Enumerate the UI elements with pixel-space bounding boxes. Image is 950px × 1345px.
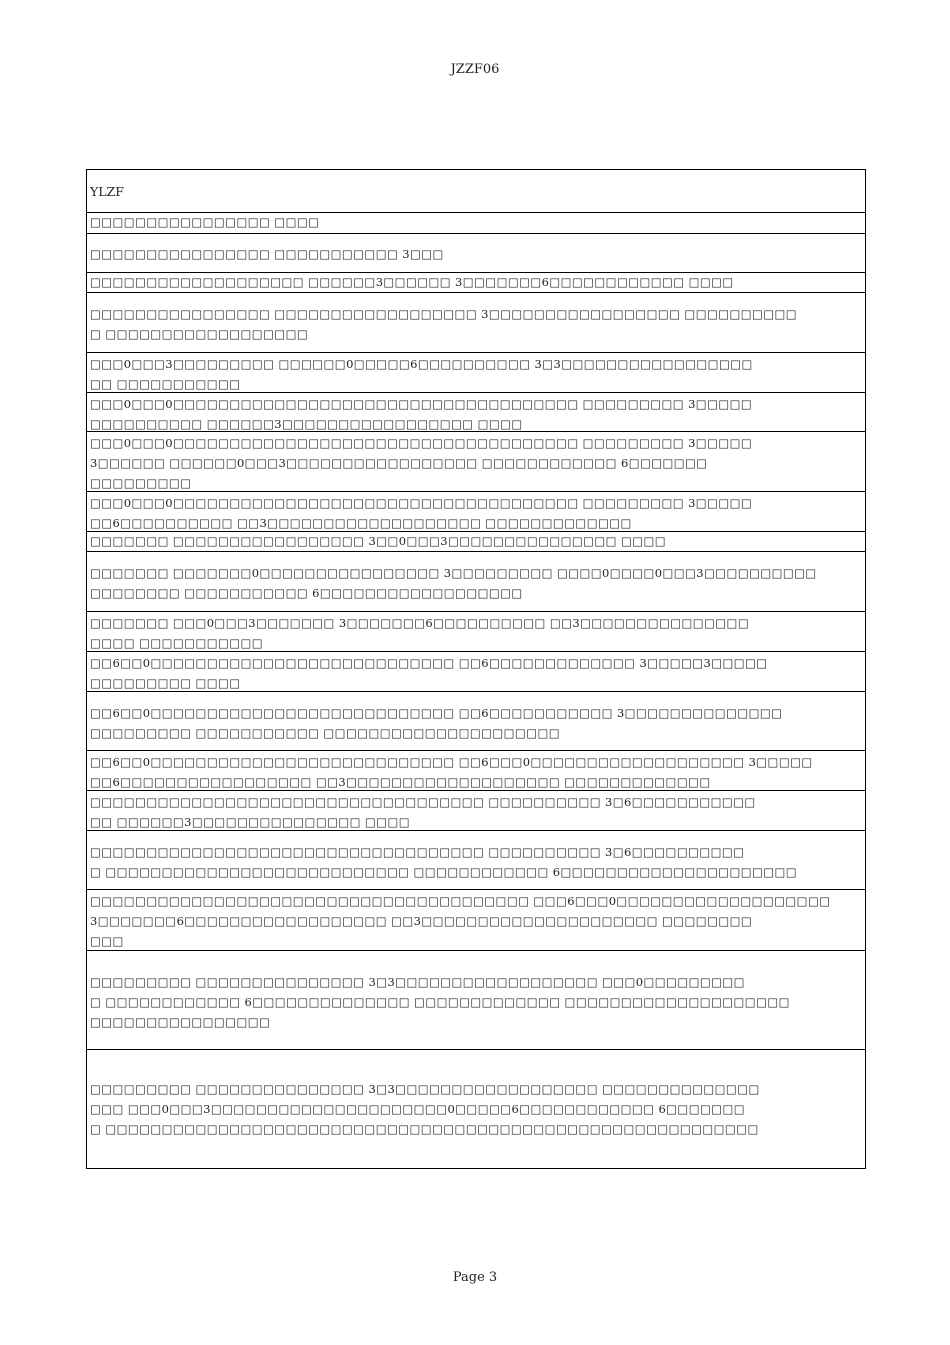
row-text: □□□□□□□□□ □□□□ bbox=[90, 676, 241, 690]
table-row bbox=[87, 393, 865, 432]
table-row bbox=[87, 492, 865, 532]
content-table bbox=[86, 169, 866, 1169]
table-row bbox=[87, 353, 865, 393]
row-text: □ □□□□□□□□□□□□□□□□□□□□□□□□□□□□□□□□□□□□□□□□□□□□□□□□□□□□□□□□□□ bbox=[90, 1122, 759, 1136]
table-row bbox=[87, 532, 865, 552]
table-row bbox=[87, 273, 865, 293]
row-text: □□ □□□□□□3□□□□□□□□□□□□□□□ □□□□ bbox=[90, 815, 410, 829]
row-text: □□6□□0□□□□□□□□□□□□□□□□□□□□□□□□□□□ □□6□□□0□□□□□□□□□□□□□□□□□□□ 3□□□□□ bbox=[90, 755, 813, 769]
row-text: □ □□□□□□□□□□□□□□□□□□□□□□□□□□□ □□□□□□□□□□□□ 6□□□□□□□□□□□□□□□□□□□□□ bbox=[90, 865, 798, 879]
row-text: □□□□□□□ □□□□□□□□□□□□□□□□□ 3□□0□□□3□□□□□□□□□□□□□□□ □□□□ bbox=[90, 534, 667, 548]
table-row bbox=[87, 751, 865, 791]
table-row bbox=[87, 831, 865, 890]
row-text: □□□0□□□0□□□□□□□□□□□□□□□□□□□□□□□□□□□□□□□□□□□□ □□□□□□□□□ 3□□□□□ bbox=[90, 397, 753, 411]
row-text: □□ □□□□□□□□□□□ bbox=[90, 377, 241, 391]
row-text: □□□□□□□ □□□□□□□0□□□□□□□□□□□□□□□□ 3□□□□□□□□□ □□□□0□□□□0□□□3□□□□□□□□□□ bbox=[90, 566, 817, 580]
row-text: □□□□ □□□□□□□□□□□ bbox=[90, 636, 264, 650]
table-row bbox=[87, 692, 865, 751]
row-text: □□□□□□□□□ □□□□□□□□□□□ □□□□□□□□□□□□□□□□□□□□□ bbox=[90, 726, 560, 740]
row-text: □□□0□□□3□□□□□□□□□ □□□□□□0□□□□□6□□□□□□□□□□ 3□3□□□□□□□□□□□□□□□□□ bbox=[90, 357, 753, 371]
row-text: □□□□□□□□□□□□□□□□□□□□□□□□□□□□□□□□□□□□□□□ □□□6□□□0□□□□□□□□□□□□□□□□□□□ bbox=[90, 894, 831, 908]
row-text: □□□ □□□0□□□3□□□□□□□□□□□□□□□□□□□□□0□□□□□6□□□□□□□□□□□□ 6□□□□□□□ bbox=[90, 1102, 746, 1116]
row-text: □□□0□□□0□□□□□□□□□□□□□□□□□□□□□□□□□□□□□□□□□□□□ □□□□□□□□□ 3□□□□□ bbox=[90, 436, 753, 450]
row-text: □□□□□□□□□□□□□□□□□□□ □□□□□□3□□□□□□ 3□□□□□□□6□□□□□□□□□□□□ □□□□ bbox=[90, 275, 734, 289]
page-footer: Page 3 bbox=[452, 1270, 498, 1285]
table-row bbox=[87, 791, 865, 831]
row-text: □□6□□0□□□□□□□□□□□□□□□□□□□□□□□□□□□ □□6□□□□□□□□□□□□□ 3□□□□□3□□□□□ bbox=[90, 656, 768, 670]
table-row bbox=[87, 234, 865, 273]
page-header: JZZF06 bbox=[450, 62, 500, 77]
row-text: □□□□□□□□□□□□□□□□ □□□□□□□□□□□ 3□□□ bbox=[90, 247, 444, 261]
row-text: □□6□□0□□□□□□□□□□□□□□□□□□□□□□□□□□□ □□6□□□□□□□□□□□ 3□□□□□□□□□□□□□□ bbox=[90, 706, 783, 720]
row-text: □□□□□□□□□ □□□□□□□□□□□□□□□ 3□3□□□□□□□□□□□□□□□□□□ □□□□□□□□□□□□□□ bbox=[90, 1082, 760, 1096]
row-text: □□□□□□□□□□□□□□□□□□□□□□□□□□□□□□□□□□□ □□□□□□□□□□ 3□6□□□□□□□□□□□ bbox=[90, 795, 756, 809]
table-row bbox=[87, 213, 865, 234]
row-text: □□□□□□□ □□□0□□□3□□□□□□□ 3□□□□□□□6□□□□□□□□□□ □□3□□□□□□□□□□□□□□□ bbox=[90, 616, 750, 630]
row-text: □□□□□□□□ □□□□□□□□□□□ 6□□□□□□□□□□□□□□□□□□ bbox=[90, 586, 523, 600]
table-row bbox=[87, 293, 865, 353]
row-text: □□□□□□□□□ bbox=[90, 476, 192, 490]
row-text: □□□□□□□□□□□□□□□□□□□□□□□□□□□□□□□□□□□ □□□□□□□□□□ 3□6□□□□□□□□□□ bbox=[90, 845, 745, 859]
row-text: □□□□□□□□□□□□□□□□ □□□□ bbox=[90, 215, 320, 229]
table-row bbox=[87, 951, 865, 1050]
table-row bbox=[87, 652, 865, 692]
row-text: □□□ bbox=[90, 934, 124, 948]
row-text: □□□□□□□□□ □□□□□□□□□□□□□□□ 3□3□□□□□□□□□□□□□□□□□□ □□□0□□□□□□□□□ bbox=[90, 975, 745, 989]
table-row bbox=[87, 552, 865, 612]
table-row bbox=[87, 612, 865, 652]
row-text: □□6□□□□□□□□□□□□□□□□□ □□3□□□□□□□□□□□□□□□□□□□ □□□□□□□□□□□□□ bbox=[90, 775, 711, 789]
table-row bbox=[87, 432, 865, 492]
row-text: YLZF bbox=[90, 184, 124, 199]
table-row bbox=[87, 1050, 865, 1168]
table-title-row bbox=[87, 170, 865, 213]
row-text: 3□□□□□□□6□□□□□□□□□□□□□□□□□□ □□3□□□□□□□□□□□□□□□□□□□□□ □□□□□□□□ bbox=[90, 914, 753, 928]
row-text: □□□□□□□□□□□□□□□□ bbox=[90, 1015, 271, 1029]
row-text: □□□□□□□□□□□□□□□□ □□□□□□□□□□□□□□□□□□ 3□□□□□□□□□□□□□□□□□ □□□□□□□□□□ bbox=[90, 307, 798, 321]
row-text: □□□0□□□0□□□□□□□□□□□□□□□□□□□□□□□□□□□□□□□□□□□□ □□□□□□□□□ 3□□□□□ bbox=[90, 496, 753, 510]
table-row bbox=[87, 890, 865, 951]
row-text: □ □□□□□□□□□□□□ 6□□□□□□□□□□□□□□ □□□□□□□□□□□□□ □□□□□□□□□□□□□□□□□□□□ bbox=[90, 995, 790, 1009]
row-text: □□□□□□□□□□ □□□□□□3□□□□□□□□□□□□□□□□□ □□□□ bbox=[90, 417, 523, 431]
row-text: □□6□□□□□□□□□□ □□3□□□□□□□□□□□□□□□□□□□ □□□□□□□□□□□□□ bbox=[90, 516, 632, 530]
row-text: □ □□□□□□□□□□□□□□□□□□ bbox=[90, 327, 309, 341]
row-text: 3□□□□□□ □□□□□□0□□□3□□□□□□□□□□□□□□□□□ □□□□□□□□□□□□ 6□□□□□□□ bbox=[90, 456, 708, 470]
